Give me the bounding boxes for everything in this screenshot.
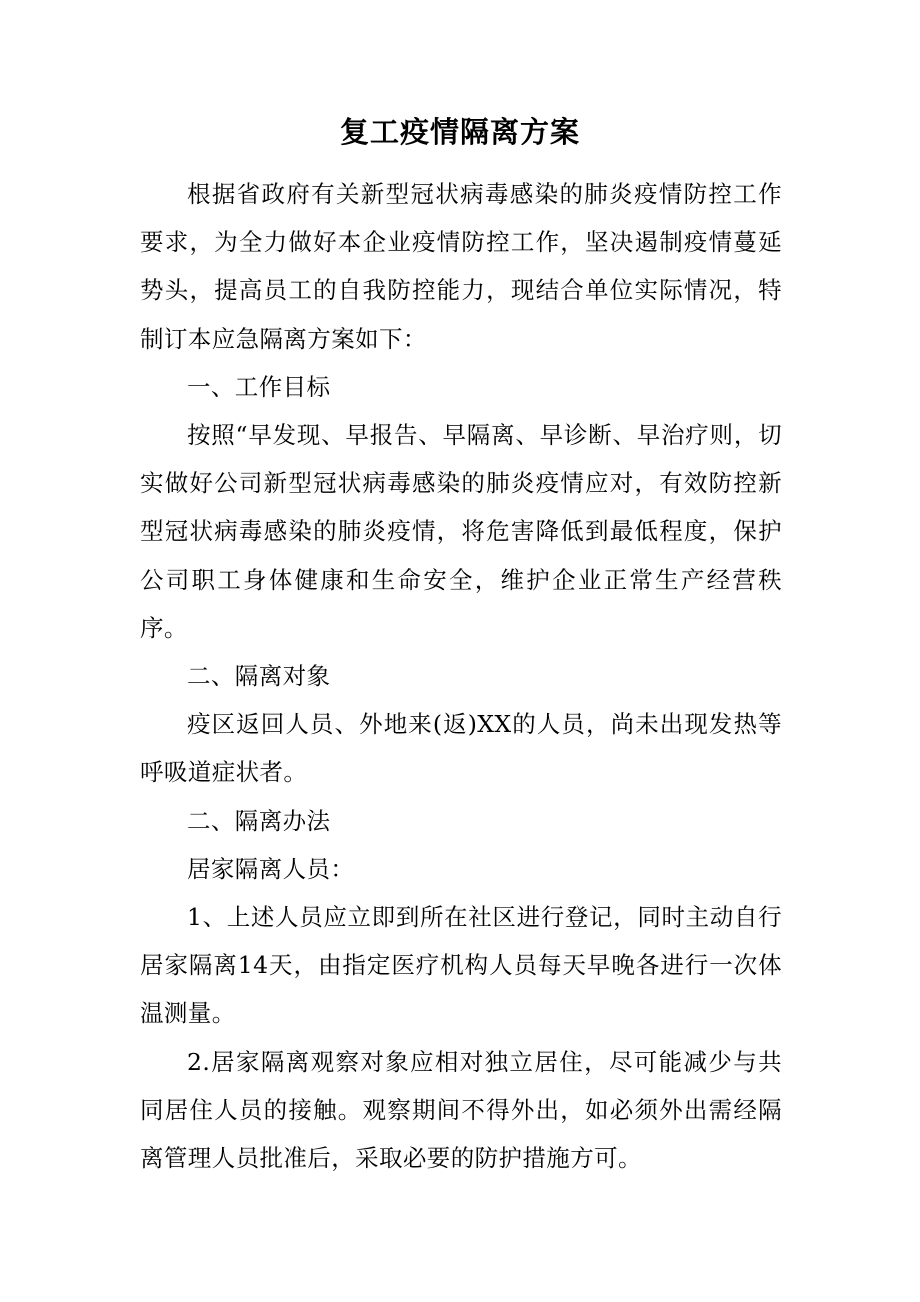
section-heading-goals: 一、工作目标 <box>187 372 331 401</box>
section-heading-targets: 二、隔离对象 <box>187 662 331 691</box>
paragraph-goals: 按照“早发现、早报告、早隔离、早诊断、早治疗则，切实做好公司新型冠状病毒感染的肺炎疫情应对，有效防控新型冠状病毒感染的肺炎疫情，将危害降低到最低程度，保护公司职工身体健康和生命安全，维护企业正常生产经营秩序。 <box>140 421 782 642</box>
document-body <box>140 170 782 1182</box>
paragraph-targets: 疫区返回人员、外地来(返)XX的人员，尚未出现发热等呼吸道症状者。 <box>140 710 782 787</box>
paragraph-intro: 根据省政府有关新型冠状病毒感染的肺炎疫情防控工作要求，为全力做好本企业疫情防控工作，坚决遏制疫情蔓延势头，提高员工的自我防控能力，现结合单位实际情况，特制订本应急隔离方案如下： <box>140 180 782 353</box>
document-title: 复工疫情隔离方案 <box>339 115 580 149</box>
section-heading-methods: 二、隔离办法 <box>187 806 331 835</box>
paragraph-item-1: 1、上述人员应立即到所在社区进行登记，同时主动自行居家隔离14天，由指定医疗机构人员每天早晚各进行一次体温测量。 <box>140 903 782 1028</box>
paragraph-home-isolation-label: 居家隔离人员： <box>187 854 355 883</box>
paragraph-item-2: 2.居家隔离观察对象应相对独立居住，尽可能减少与共同居住人员的接触。观察期间不得外出，如必须外出需经隔离管理人员批准后，采取必要的防护措施方可。 <box>140 1047 782 1173</box>
